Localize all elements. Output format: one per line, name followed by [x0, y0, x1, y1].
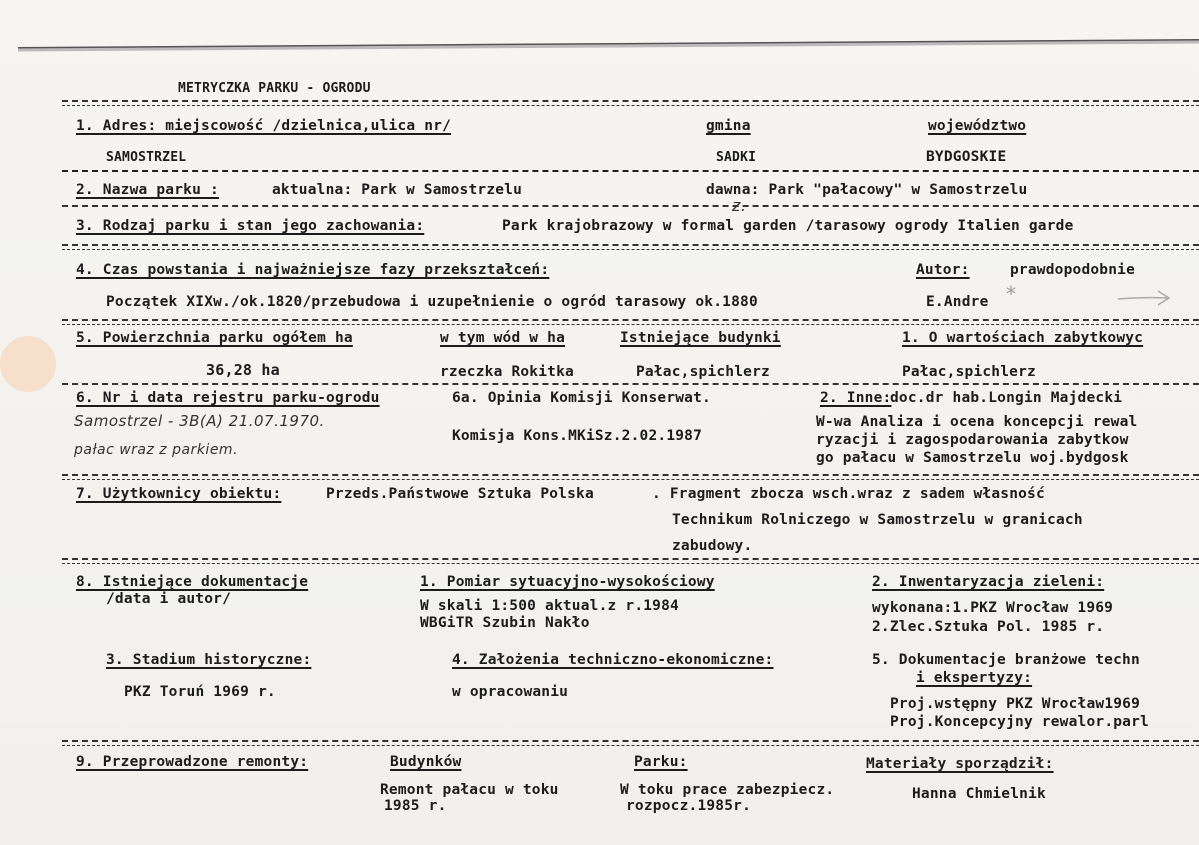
area-label: 5. Powierzchnia parku ogółem ha: [76, 330, 353, 346]
divider: [62, 558, 1199, 564]
inventory-label: 2. Inwentaryzacja zieleni:: [872, 574, 1105, 590]
other-line-3: ryzacji i zagospodarowania zabytkow: [816, 432, 1129, 448]
park-name-former: dawna: Park "pałacowy" w Samostrzelu: [706, 182, 1028, 198]
survey-line-1: W skali 1:500 aktual.z r.1984: [420, 598, 679, 614]
paper-top-edge: [18, 36, 1199, 54]
branch-docs-label: 5. Dokumentacje branżowe techn: [872, 652, 1140, 668]
punch-hole-mark: [0, 336, 56, 392]
repairs-label: 9. Przeprowadzone remonty:: [76, 754, 309, 770]
branch-docs-line-1: Proj.wstępny PKZ Wrocław1969: [890, 696, 1141, 712]
buildings-repairs-line-1: Remont pałacu w toku: [380, 782, 559, 798]
document-title: METRYCZKA PARKU - OGRODU: [178, 81, 371, 96]
branch-docs-label-2: i ekspertyzy:: [916, 670, 1033, 686]
heritage-values-label: 1. O wartościach zabytkowyc: [902, 330, 1144, 346]
water-label: w tym wód w ha: [440, 330, 566, 346]
park-type-label: 3. Rodzaj parku i stan jego zachowania:: [76, 218, 425, 234]
history-value: Początek XIXw./ok.1820/przebudowa i uzupełnienie o ogród tarasowy ok.1880: [106, 294, 758, 310]
buildings-repairs-line-2: 1985 r.: [384, 798, 447, 814]
author-label: Autor:: [916, 262, 970, 278]
survey-label: 1. Pomiar sytuacyjno-wysokościowy: [420, 574, 715, 590]
divider: [62, 170, 1199, 172]
park-type-value: Park krajobrazowy w formal garden /tarasowy ogrody Italien garde: [502, 218, 1074, 234]
address-label: 1. Adres: miejscowość /dzielnica,ulica nr/: [76, 118, 452, 134]
other-label: 2. Inne:: [820, 390, 892, 406]
documentation-label-2: /data i autor/: [106, 591, 232, 607]
register-label: 6. Nr i data rejestru parku-ogrodu: [76, 390, 380, 406]
prepared-by-label: Materiały sporządził:: [866, 756, 1054, 772]
park-repairs-line-1: W toku prace zabezpiecz.: [620, 782, 835, 798]
opinion-value: Komisja Kons.MKiSz.2.02.1987: [452, 428, 703, 444]
divider: [62, 319, 1199, 325]
heritage-values-value: Pałac,spichlerz: [902, 364, 1036, 380]
gmina-label: gmina: [706, 118, 751, 134]
users-value-2: . Fragment zbocza wsch.wraz z sadem własność: [652, 486, 1045, 502]
opinion-label: 6a. Opinia Komisji Konserwat.: [452, 390, 711, 406]
users-value-1: Przeds.Państwowe Sztuka Polska: [326, 486, 594, 502]
locality-value: SAMOSTRZEL: [106, 150, 187, 165]
gmina-value: SADKI: [716, 150, 757, 165]
other-line-4: go pałacu w Samostrzelu woj.bydgosk: [816, 450, 1129, 466]
divider: [62, 740, 1199, 746]
inventory-line-1: wykonana:1.PKZ Wrocław 1969: [872, 600, 1114, 616]
author-name: E.Andre: [926, 294, 989, 310]
park-name-label: 2. Nazwa parku :: [76, 182, 219, 198]
park-repairs-line-2: rozpocz.1985r.: [626, 798, 752, 814]
historical-study-label: 3. Stadium historyczne:: [106, 652, 312, 668]
technical-assumptions-value: w opracowaniu: [452, 684, 569, 700]
register-handwritten-number: Samostrzel - 3B(A) 21.07.1970.: [74, 412, 325, 430]
historical-study-value: PKZ Toruń 1969 r.: [124, 684, 276, 700]
users-value-4: zabudowy.: [672, 538, 753, 554]
documentation-label: 8. Istniejące dokumentacje: [76, 574, 309, 590]
park-repairs-label: Parku:: [634, 754, 688, 770]
technical-assumptions-label: 4. Założenia techniczno-ekonomiczne:: [452, 652, 774, 668]
park-name-current: aktualna: Park w Samostrzelu: [272, 182, 523, 198]
survey-line-2: WBGiTR Szubin Nakło: [420, 615, 590, 631]
register-handwritten-note: pałac wraz z parkiem.: [74, 442, 239, 458]
buildings-value: Pałac,spichlerz: [636, 364, 770, 380]
branch-docs-line-2: Proj.Koncepcyjny rewalor.parl: [890, 714, 1149, 730]
arrow-right-icon: [1116, 288, 1172, 308]
buildings-label: Istniejące budynki: [620, 330, 781, 346]
other-line-2: W-wa Analiza i ocena koncepcji rewal: [816, 414, 1138, 430]
divider: [62, 383, 1199, 385]
other-value: doc.dr hab.Longin Majdecki: [890, 390, 1123, 406]
inventory-line-2: 2.Zlec.Sztuka Pol. 1985 r.: [872, 619, 1105, 635]
buildings-repairs-label: Budynków: [390, 754, 462, 770]
divider: [62, 244, 1199, 250]
water-value: rzeczka Rokitka: [440, 364, 574, 380]
voivodeship-value: BYDGOSKIE: [926, 149, 1007, 165]
area-value: 36,28 ha: [206, 361, 280, 379]
users-value-3: Technikum Rolniczego w Samostrzelu w granicach: [672, 512, 1083, 528]
asterisk-note: *: [1006, 282, 1017, 306]
voivodeship-label: województwo: [928, 118, 1027, 134]
divider: [62, 100, 1199, 106]
divider: [62, 205, 1199, 207]
history-label: 4. Czas powstania i najważniejsze fazy przekształceń:: [76, 262, 550, 278]
divider: [62, 474, 1199, 480]
author-value: prawdopodobnie: [1010, 262, 1136, 278]
users-label: 7. Użytkownicy obiektu:: [76, 486, 282, 502]
handwritten-correction: z.: [732, 196, 747, 215]
prepared-by-value: Hanna Chmielnik: [912, 786, 1046, 802]
